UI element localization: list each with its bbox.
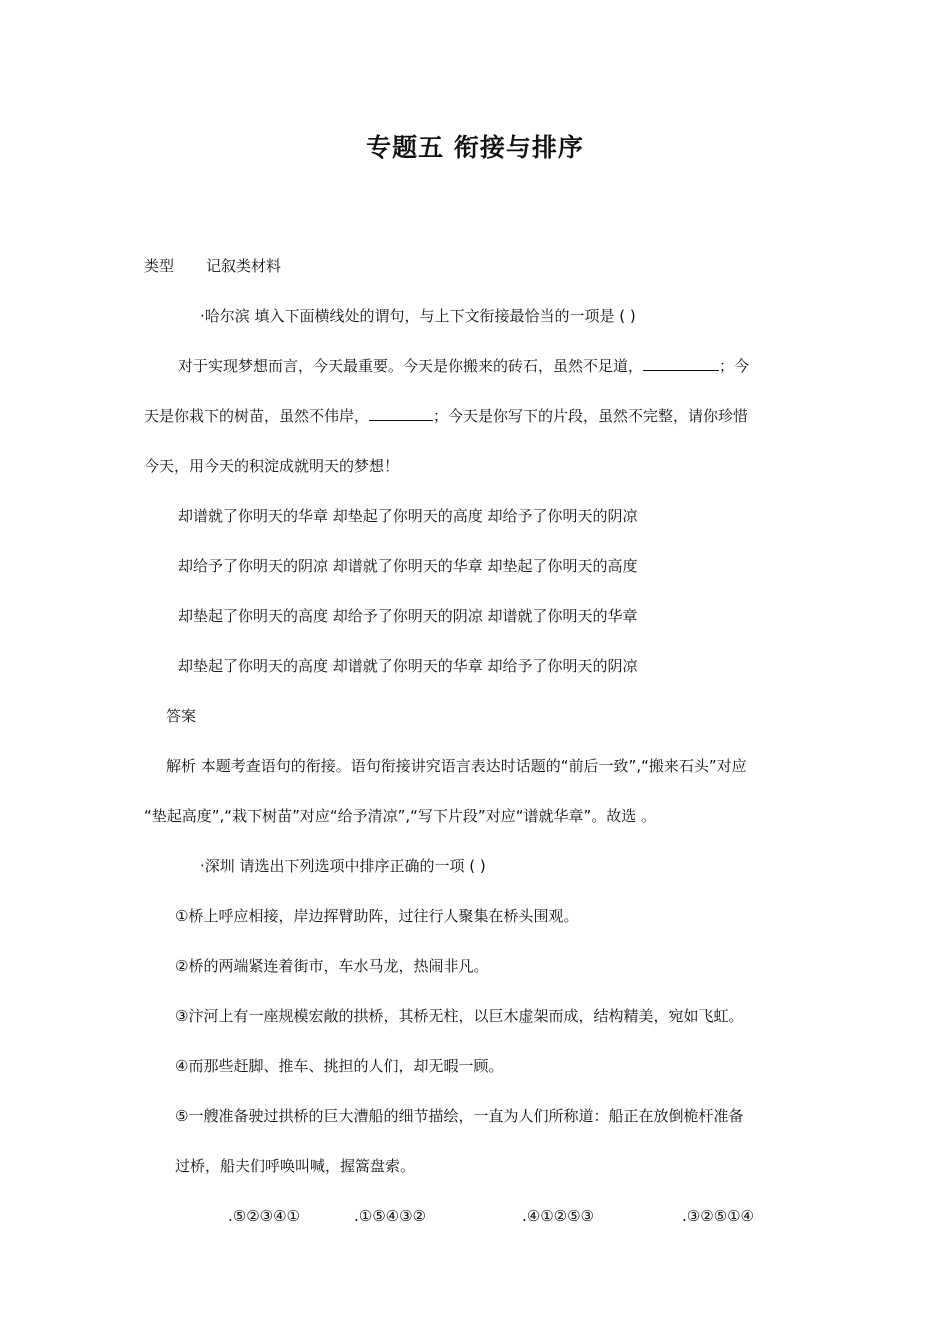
fill-blank-1 xyxy=(643,356,719,371)
passage-text: 对于实现梦想而言，今天最重要。今天是你搬来的砖石，虽然不足道， xyxy=(178,357,644,375)
question-1-passage-line-1 xyxy=(178,356,749,376)
question-1-option: 却给予了你明天的阴凉 却谱就了你明天的华章 却垫起了你明天的高度 xyxy=(178,557,638,575)
question-2-item: ②桥的两端紧连着街市，车水马龙，热闹非凡。 xyxy=(175,957,489,975)
analysis-line-1: 解析 本题考查语句的衔接。语句衔接讲究语言表达时话题的“前后一致”,“搬来石头”对应 xyxy=(166,757,747,775)
page-title: 专题五 衔接与排序 xyxy=(366,133,584,162)
question-2-item: ④而那些赶脚、推车、挑担的人们，却无暇一顾。 xyxy=(175,1057,504,1075)
question-2-choice: .④①②⑤③ xyxy=(522,1207,595,1225)
question-2-choice: .①⑤④③② xyxy=(354,1207,427,1225)
passage-text: 天是你栽下的树苗，虽然不伟岸， xyxy=(144,407,370,425)
question-1-option: 却垫起了你明天的高度 却谱就了你明天的华章 却给予了你明天的阴凉 xyxy=(178,657,638,675)
question-2-item-continued: 过桥，船夫们呼唤叫喊，握篙盘索。 xyxy=(175,1157,416,1175)
question-1-option: 却谱就了你明天的华章 却垫起了你明天的高度 却给予了你明天的阴凉 xyxy=(178,507,638,525)
passage-text: ；今天是你写下的片段，虽然不完整，请你珍惜 xyxy=(433,407,749,425)
analysis-line-2: “垫起高度”,“栽下树苗”对应“给予清凉”,“写下片段”对应“谱就华章”。故选 。 xyxy=(144,807,657,825)
question-2-item: ①桥上呼应相接，岸边挥臂助阵，过往行人聚集在桥头围观。 xyxy=(175,907,579,925)
passage-text: ；今 xyxy=(719,357,750,375)
type-heading xyxy=(144,256,281,276)
question-2-item: ⑤一艘准备驶过拱桥的巨大漕船的细节描绘，一直为人们所称道：船正在放倒桅杆准备 xyxy=(175,1107,744,1125)
question-2-choice: .⑤②③④① xyxy=(228,1207,301,1225)
answer-label: 答案 xyxy=(166,707,197,725)
question-2-item: ③汴河上有一座规模宏敞的拱桥，其桥无柱，以巨木虚架而成，结构精美，宛如飞虹。 xyxy=(175,1007,744,1025)
type-label: 类型 xyxy=(144,257,175,275)
question-1-option: 却垫起了你明天的高度 却给予了你明天的阴凉 却谱就了你明天的华章 xyxy=(178,607,638,625)
question-1-passage-line-3: 今天，用今天的积淀成就明天的梦想！ xyxy=(144,457,400,475)
question-2-choice: .③②⑤①④ xyxy=(682,1207,755,1225)
question-1-passage-line-2 xyxy=(144,406,748,426)
fill-blank-2 xyxy=(369,406,433,421)
type-name: 记叙类材料 xyxy=(206,257,282,275)
question-2-stem: ·深圳 请选出下列选项中排序正确的一项 ( ) xyxy=(200,857,486,875)
question-1-stem: ·哈尔滨 填入下面横线处的谓句，与上下文衔接最恰当的一项是 ( ) xyxy=(200,307,636,325)
